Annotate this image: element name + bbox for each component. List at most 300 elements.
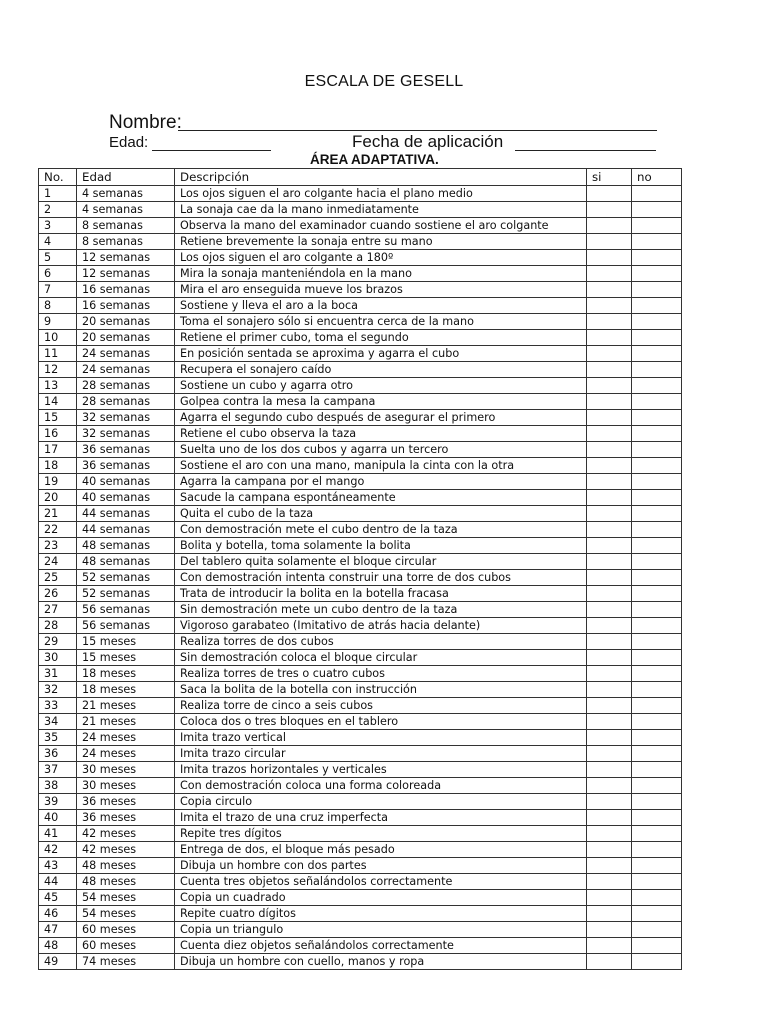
- no-checkbox-cell[interactable]: [632, 682, 682, 698]
- item-number: 37: [39, 762, 77, 778]
- item-description: En posición sentada se aproxima y agarra el cubo: [175, 346, 587, 362]
- item-number: 18: [39, 458, 77, 474]
- item-number: 25: [39, 570, 77, 586]
- no-checkbox-cell[interactable]: [632, 538, 682, 554]
- item-number: 46: [39, 906, 77, 922]
- item-age: 15 meses: [77, 634, 175, 650]
- item-number: 35: [39, 730, 77, 746]
- table-row: [39, 938, 682, 954]
- item-description: Toma el sonajero sólo si encuentra cerca de la mano: [175, 314, 587, 330]
- item-number: 34: [39, 714, 77, 730]
- item-number: 15: [39, 410, 77, 426]
- item-age: 48 meses: [77, 874, 175, 890]
- item-description: Sostiene el aro con una mano, manipula la cinta con la otra: [175, 458, 587, 474]
- item-number: 12: [39, 362, 77, 378]
- table-row: [39, 746, 682, 762]
- item-number: 4: [39, 234, 77, 250]
- no-checkbox-cell[interactable]: [632, 778, 682, 794]
- item-description: Copia circulo: [175, 794, 587, 810]
- si-checkbox-cell[interactable]: [587, 186, 632, 202]
- item-number: 39: [39, 794, 77, 810]
- table-row: [39, 842, 682, 858]
- item-description: Los ojos siguen el aro colgante hacia el plano medio: [175, 186, 587, 202]
- no-checkbox-cell[interactable]: [632, 666, 682, 682]
- no-checkbox-cell[interactable]: [632, 890, 682, 906]
- item-description: Imita trazo vertical: [175, 730, 587, 746]
- item-description: Mira el aro enseguida mueve los brazos: [175, 282, 587, 298]
- item-description: Los ojos siguen el aro colgante a 180º: [175, 250, 587, 266]
- si-checkbox-cell[interactable]: [587, 714, 632, 730]
- no-checkbox-cell[interactable]: [632, 634, 682, 650]
- table-row: [39, 714, 682, 730]
- item-description: Dibuja un hombre con cuello, manos y ropa: [175, 954, 587, 970]
- table-row: [39, 794, 682, 810]
- no-checkbox-cell[interactable]: [632, 570, 682, 586]
- table-row: [39, 602, 682, 618]
- table-row: [39, 442, 682, 458]
- no-checkbox-cell[interactable]: [632, 314, 682, 330]
- item-description: Entrega de dos, el bloque más pesado: [175, 842, 587, 858]
- item-age: 18 meses: [77, 682, 175, 698]
- no-checkbox-cell[interactable]: [632, 922, 682, 938]
- table-row: [39, 570, 682, 586]
- item-number: 3: [39, 218, 77, 234]
- si-checkbox-cell[interactable]: [587, 458, 632, 474]
- item-description: La sonaja cae da la mano inmediatamente: [175, 202, 587, 218]
- item-number: 19: [39, 474, 77, 490]
- no-checkbox-cell[interactable]: [632, 378, 682, 394]
- no-checkbox-cell[interactable]: [632, 794, 682, 810]
- item-age: 56 semanas: [77, 618, 175, 634]
- table-row: [39, 378, 682, 394]
- table-row: [39, 458, 682, 474]
- si-checkbox-cell[interactable]: [587, 202, 632, 218]
- item-age: 18 meses: [77, 666, 175, 682]
- no-checkbox-cell[interactable]: [632, 490, 682, 506]
- no-checkbox-cell[interactable]: [632, 394, 682, 410]
- table-row: [39, 266, 682, 282]
- item-age: 44 semanas: [77, 522, 175, 538]
- gesell-table: [38, 168, 682, 970]
- item-age: 24 semanas: [77, 362, 175, 378]
- item-age: 36 meses: [77, 794, 175, 810]
- si-checkbox-cell[interactable]: [587, 362, 632, 378]
- si-checkbox-cell[interactable]: [587, 682, 632, 698]
- item-number: 14: [39, 394, 77, 410]
- si-checkbox-cell[interactable]: [587, 602, 632, 618]
- item-age: 4 semanas: [77, 186, 175, 202]
- table-row: [39, 218, 682, 234]
- no-checkbox-cell[interactable]: [632, 218, 682, 234]
- item-description: Golpea contra la mesa la campana: [175, 394, 587, 410]
- no-checkbox-cell[interactable]: [632, 234, 682, 250]
- si-checkbox-cell[interactable]: [587, 298, 632, 314]
- si-checkbox-cell[interactable]: [587, 874, 632, 890]
- item-age: 21 meses: [77, 698, 175, 714]
- item-number: 49: [39, 954, 77, 970]
- item-age: 4 semanas: [77, 202, 175, 218]
- no-checkbox-cell[interactable]: [632, 474, 682, 490]
- item-age: 48 semanas: [77, 554, 175, 570]
- no-checkbox-cell[interactable]: [632, 442, 682, 458]
- item-age: 36 semanas: [77, 458, 175, 474]
- item-number: 2: [39, 202, 77, 218]
- item-number: 28: [39, 618, 77, 634]
- no-checkbox-cell[interactable]: [632, 938, 682, 954]
- no-checkbox-cell[interactable]: [632, 746, 682, 762]
- column-header-descripcion: Descripción: [175, 169, 587, 186]
- si-checkbox-cell[interactable]: [587, 410, 632, 426]
- si-checkbox-cell[interactable]: [587, 394, 632, 410]
- item-number: 23: [39, 538, 77, 554]
- item-description: Repite cuatro dígitos: [175, 906, 587, 922]
- table-row: [39, 554, 682, 570]
- si-checkbox-cell[interactable]: [587, 218, 632, 234]
- item-description: Realiza torres de dos cubos: [175, 634, 587, 650]
- item-age: 12 semanas: [77, 266, 175, 282]
- si-checkbox-cell[interactable]: [587, 554, 632, 570]
- item-description: Del tablero quita solamente el bloque circular: [175, 554, 587, 570]
- table-row: [39, 426, 682, 442]
- no-checkbox-cell[interactable]: [632, 554, 682, 570]
- item-age: 12 semanas: [77, 250, 175, 266]
- no-checkbox-cell[interactable]: [632, 426, 682, 442]
- si-checkbox-cell[interactable]: [587, 666, 632, 682]
- item-number: 32: [39, 682, 77, 698]
- item-description: Bolita y botella, toma solamente la bolita: [175, 538, 587, 554]
- si-checkbox-cell[interactable]: [587, 794, 632, 810]
- item-description: Trata de introducir la bolita en la botella fracasa: [175, 586, 587, 602]
- table-row: [39, 826, 682, 842]
- no-checkbox-cell[interactable]: [632, 362, 682, 378]
- item-age: 30 meses: [77, 778, 175, 794]
- no-checkbox-cell[interactable]: [632, 906, 682, 922]
- si-checkbox-cell[interactable]: [587, 826, 632, 842]
- item-description: Con demostración mete el cubo dentro de la taza: [175, 522, 587, 538]
- table-row: [39, 650, 682, 666]
- item-number: 20: [39, 490, 77, 506]
- si-checkbox-cell[interactable]: [587, 698, 632, 714]
- no-checkbox-cell[interactable]: [632, 762, 682, 778]
- table-row: [39, 250, 682, 266]
- item-age: 24 meses: [77, 730, 175, 746]
- item-number: 42: [39, 842, 77, 858]
- item-age: 30 meses: [77, 762, 175, 778]
- item-description: Sin demostración mete un cubo dentro de la taza: [175, 602, 587, 618]
- item-age: 36 semanas: [77, 442, 175, 458]
- no-checkbox-cell[interactable]: [632, 186, 682, 202]
- si-checkbox-cell[interactable]: [587, 282, 632, 298]
- item-number: 6: [39, 266, 77, 282]
- si-checkbox-cell[interactable]: [587, 538, 632, 554]
- item-description: Realiza torre de cinco a seis cubos: [175, 698, 587, 714]
- item-age: 54 meses: [77, 906, 175, 922]
- table-row: [39, 506, 682, 522]
- table-row: [39, 682, 682, 698]
- item-description: Agarra el segundo cubo después de asegurar el primero: [175, 410, 587, 426]
- item-number: 13: [39, 378, 77, 394]
- item-description: Copia un triangulo: [175, 922, 587, 938]
- edad-label: Edad:: [109, 134, 149, 151]
- no-checkbox-cell[interactable]: [632, 618, 682, 634]
- table-row: [39, 234, 682, 250]
- table-body: [39, 186, 682, 970]
- column-header-edad: Edad: [77, 169, 175, 186]
- item-description: Con demostración coloca una forma coloreada: [175, 778, 587, 794]
- item-age: 42 meses: [77, 826, 175, 842]
- table-row: [39, 586, 682, 602]
- item-age: 44 semanas: [77, 506, 175, 522]
- si-checkbox-cell[interactable]: [587, 890, 632, 906]
- item-number: 27: [39, 602, 77, 618]
- item-age: 28 semanas: [77, 394, 175, 410]
- no-checkbox-cell[interactable]: [632, 330, 682, 346]
- no-checkbox-cell[interactable]: [632, 202, 682, 218]
- column-header-number: No.: [39, 169, 77, 186]
- item-description: Sostiene un cubo y agarra otro: [175, 378, 587, 394]
- item-number: 44: [39, 874, 77, 890]
- item-number: 43: [39, 858, 77, 874]
- item-number: 21: [39, 506, 77, 522]
- table-row: [39, 762, 682, 778]
- no-checkbox-cell[interactable]: [632, 522, 682, 538]
- item-description: Observa la mano del examinador cuando sostiene el aro colgante: [175, 218, 587, 234]
- item-description: Con demostración intenta construir una torre de dos cubos: [175, 570, 587, 586]
- table-row: [39, 314, 682, 330]
- item-description: Suelta uno de los dos cubos y agarra un tercero: [175, 442, 587, 458]
- item-age: 24 meses: [77, 746, 175, 762]
- table-row: [39, 666, 682, 682]
- item-age: 52 semanas: [77, 570, 175, 586]
- table-row: [39, 890, 682, 906]
- column-header-no: no: [632, 169, 682, 186]
- si-checkbox-cell[interactable]: [587, 618, 632, 634]
- item-age: 48 semanas: [77, 538, 175, 554]
- table-row: [39, 490, 682, 506]
- table-row: [39, 874, 682, 890]
- item-age: 42 meses: [77, 842, 175, 858]
- table-row: [39, 810, 682, 826]
- si-checkbox-cell[interactable]: [587, 474, 632, 490]
- no-checkbox-cell[interactable]: [632, 458, 682, 474]
- item-age: 56 semanas: [77, 602, 175, 618]
- table-row: [39, 698, 682, 714]
- item-age: 21 meses: [77, 714, 175, 730]
- table-row: [39, 282, 682, 298]
- si-checkbox-cell[interactable]: [587, 634, 632, 650]
- item-number: 7: [39, 282, 77, 298]
- si-checkbox-cell[interactable]: [587, 426, 632, 442]
- fecha-field-line[interactable]: [515, 150, 656, 151]
- table-row: [39, 858, 682, 874]
- item-description: Retiene el primer cubo, toma el segundo: [175, 330, 587, 346]
- item-age: 16 semanas: [77, 298, 175, 314]
- table-row: [39, 330, 682, 346]
- si-checkbox-cell[interactable]: [587, 506, 632, 522]
- item-age: 74 meses: [77, 954, 175, 970]
- no-checkbox-cell[interactable]: [632, 298, 682, 314]
- item-description: Cuenta tres objetos señalándolos correctamente: [175, 874, 587, 890]
- table-header-row: [39, 169, 682, 186]
- si-checkbox-cell[interactable]: [587, 330, 632, 346]
- item-age: 16 semanas: [77, 282, 175, 298]
- item-description: Retiene brevemente la sonaja entre su mano: [175, 234, 587, 250]
- table-row: [39, 346, 682, 362]
- table-row: [39, 906, 682, 922]
- item-description: Sin demostración coloca el bloque circular: [175, 650, 587, 666]
- item-number: 31: [39, 666, 77, 682]
- item-age: 54 meses: [77, 890, 175, 906]
- no-checkbox-cell[interactable]: [632, 266, 682, 282]
- item-description: Sostiene y lleva el aro a la boca: [175, 298, 587, 314]
- si-checkbox-cell[interactable]: [587, 346, 632, 362]
- no-checkbox-cell[interactable]: [632, 650, 682, 666]
- table-row: [39, 954, 682, 970]
- table-row: [39, 522, 682, 538]
- si-checkbox-cell[interactable]: [587, 746, 632, 762]
- item-age: 48 meses: [77, 858, 175, 874]
- si-checkbox-cell[interactable]: [587, 650, 632, 666]
- no-checkbox-cell[interactable]: [632, 714, 682, 730]
- table-row: [39, 730, 682, 746]
- item-description: Imita trazo circular: [175, 746, 587, 762]
- si-checkbox-cell[interactable]: [587, 858, 632, 874]
- item-description: Sacude la campana espontáneamente: [175, 490, 587, 506]
- nombre-label: Nombre:: [109, 112, 182, 133]
- no-checkbox-cell[interactable]: [632, 826, 682, 842]
- item-number: 30: [39, 650, 77, 666]
- item-number: 26: [39, 586, 77, 602]
- table-row: [39, 922, 682, 938]
- si-checkbox-cell[interactable]: [587, 906, 632, 922]
- item-number: 5: [39, 250, 77, 266]
- si-checkbox-cell[interactable]: [587, 314, 632, 330]
- item-description: Repite tres dígitos: [175, 826, 587, 842]
- column-header-si: si: [587, 169, 632, 186]
- no-checkbox-cell[interactable]: [632, 250, 682, 266]
- item-number: 45: [39, 890, 77, 906]
- table-row: [39, 474, 682, 490]
- item-age: 8 semanas: [77, 218, 175, 234]
- item-number: 11: [39, 346, 77, 362]
- item-number: 16: [39, 426, 77, 442]
- item-number: 47: [39, 922, 77, 938]
- si-checkbox-cell[interactable]: [587, 378, 632, 394]
- no-checkbox-cell[interactable]: [632, 410, 682, 426]
- table-row: [39, 362, 682, 378]
- no-checkbox-cell[interactable]: [632, 954, 682, 970]
- no-checkbox-cell[interactable]: [632, 346, 682, 362]
- table-row: [39, 202, 682, 218]
- item-description: Imita el trazo de una cruz imperfecta: [175, 810, 587, 826]
- item-number: 22: [39, 522, 77, 538]
- table-row: [39, 618, 682, 634]
- item-age: 15 meses: [77, 650, 175, 666]
- item-number: 10: [39, 330, 77, 346]
- si-checkbox-cell[interactable]: [587, 922, 632, 938]
- table-row: [39, 410, 682, 426]
- table-row: [39, 778, 682, 794]
- no-checkbox-cell[interactable]: [632, 730, 682, 746]
- table-row: [39, 394, 682, 410]
- item-description: Mira la sonaja manteniéndola en la mano: [175, 266, 587, 282]
- no-checkbox-cell[interactable]: [632, 810, 682, 826]
- item-description: Copia un cuadrado: [175, 890, 587, 906]
- no-checkbox-cell[interactable]: [632, 282, 682, 298]
- si-checkbox-cell[interactable]: [587, 842, 632, 858]
- fecha-label: Fecha de aplicación: [352, 132, 504, 151]
- area-title: ÁREA ADAPTATIVA.: [310, 152, 439, 167]
- si-checkbox-cell[interactable]: [587, 234, 632, 250]
- item-description: Retiene el cubo observa la taza: [175, 426, 587, 442]
- table-row: [39, 298, 682, 314]
- si-checkbox-cell[interactable]: [587, 586, 632, 602]
- item-age: 20 semanas: [77, 314, 175, 330]
- si-checkbox-cell[interactable]: [587, 266, 632, 282]
- si-checkbox-cell[interactable]: [587, 522, 632, 538]
- item-age: 36 meses: [77, 810, 175, 826]
- no-checkbox-cell[interactable]: [632, 874, 682, 890]
- item-age: 52 semanas: [77, 586, 175, 602]
- item-age: 40 semanas: [77, 490, 175, 506]
- nombre-field-line[interactable]: [178, 130, 657, 131]
- item-number: 1: [39, 186, 77, 202]
- item-age: 24 semanas: [77, 346, 175, 362]
- item-age: 8 semanas: [77, 234, 175, 250]
- si-checkbox-cell[interactable]: [587, 250, 632, 266]
- item-age: 32 semanas: [77, 410, 175, 426]
- edad-field-line[interactable]: [152, 150, 271, 151]
- item-number: 24: [39, 554, 77, 570]
- item-number: 41: [39, 826, 77, 842]
- item-age: 20 semanas: [77, 330, 175, 346]
- item-number: 48: [39, 938, 77, 954]
- si-checkbox-cell[interactable]: [587, 570, 632, 586]
- item-description: Realiza torres de tres o cuatro cubos: [175, 666, 587, 682]
- table-row: [39, 634, 682, 650]
- item-age: 32 semanas: [77, 426, 175, 442]
- item-age: 60 meses: [77, 938, 175, 954]
- item-description: Recupera el sonajero caído: [175, 362, 587, 378]
- no-checkbox-cell[interactable]: [632, 698, 682, 714]
- table-row: [39, 186, 682, 202]
- si-checkbox-cell[interactable]: [587, 762, 632, 778]
- si-checkbox-cell[interactable]: [587, 778, 632, 794]
- item-description: Saca la bolita de la botella con instrucción: [175, 682, 587, 698]
- no-checkbox-cell[interactable]: [632, 842, 682, 858]
- item-number: 9: [39, 314, 77, 330]
- item-description: Vigoroso garabateo (Imitativo de atrás hacia delante): [175, 618, 587, 634]
- si-checkbox-cell[interactable]: [587, 490, 632, 506]
- si-checkbox-cell[interactable]: [587, 810, 632, 826]
- item-number: 38: [39, 778, 77, 794]
- item-age: 28 semanas: [77, 378, 175, 394]
- si-checkbox-cell[interactable]: [587, 730, 632, 746]
- item-age: 60 meses: [77, 922, 175, 938]
- si-checkbox-cell[interactable]: [587, 442, 632, 458]
- si-checkbox-cell[interactable]: [587, 938, 632, 954]
- item-description: Imita trazos horizontales y verticales: [175, 762, 587, 778]
- item-number: 36: [39, 746, 77, 762]
- no-checkbox-cell[interactable]: [632, 586, 682, 602]
- si-checkbox-cell[interactable]: [587, 954, 632, 970]
- no-checkbox-cell[interactable]: [632, 858, 682, 874]
- item-number: 40: [39, 810, 77, 826]
- no-checkbox-cell[interactable]: [632, 602, 682, 618]
- item-description: Dibuja un hombre con dos partes: [175, 858, 587, 874]
- item-description: Cuenta diez objetos señalándolos correctamente: [175, 938, 587, 954]
- no-checkbox-cell[interactable]: [632, 506, 682, 522]
